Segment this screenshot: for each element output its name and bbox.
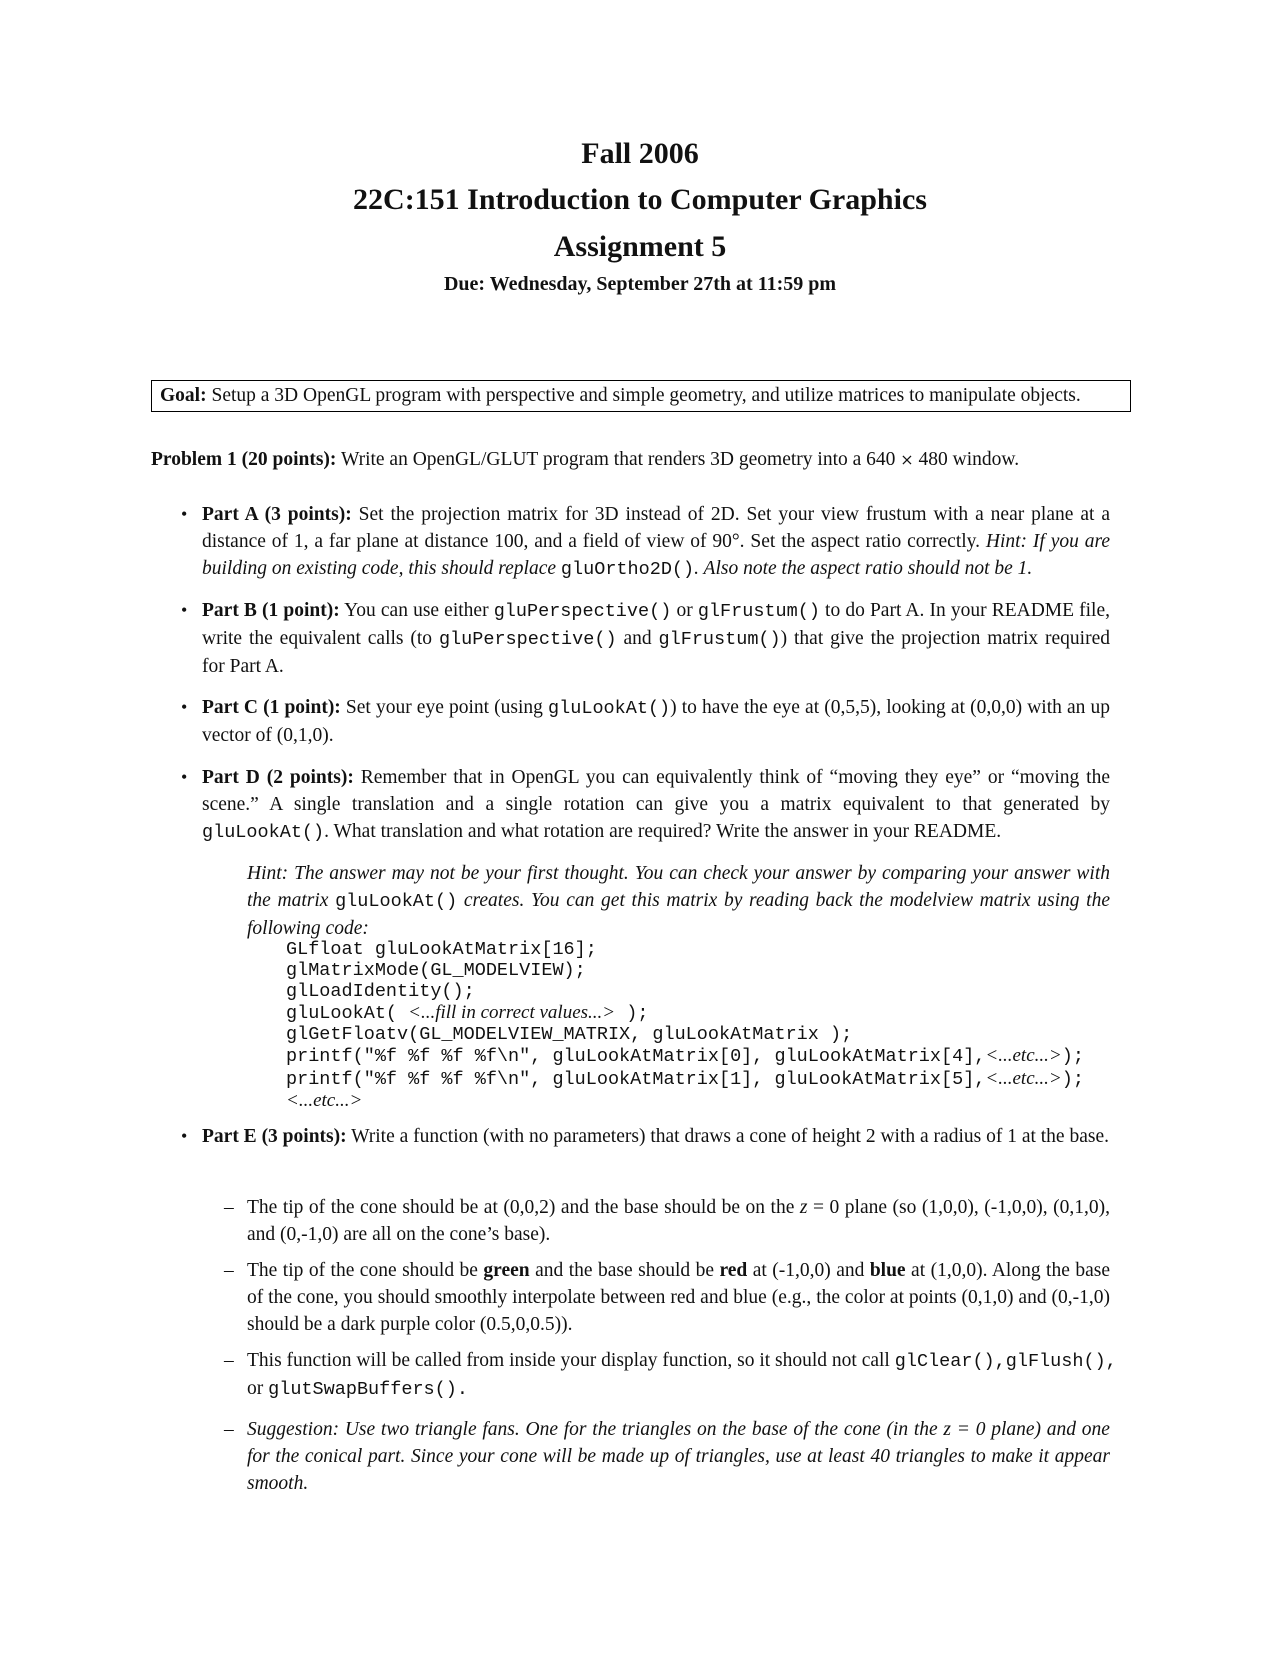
part-e-text: Write a function (with no parameters) that draws a cone of height 2 with a radius of 1 at the base.	[346, 1126, 1109, 1147]
part-c-text-2: ) to have the eye at (0,5,5), looking at (0,0,0) with an up vector of (0,1,0).	[202, 697, 1110, 746]
part-b-code-3: gluPerspective()	[438, 629, 617, 650]
part-d	[202, 764, 1110, 846]
dash-sub-1: –	[224, 1197, 234, 1218]
code-placeholder: <...fill in correct values...>	[408, 1002, 616, 1024]
code-text: printf("%f %f %f %f\n", gluLookAtMatrix[1], gluLookAtMatrix[5],	[286, 1068, 986, 1090]
sub-2-text-d: at (1,0,0). Along the base of the cone, you should smoothly interpolate between red and blue (e.g., the color at points (0,1,0) and (0,-1,0) should be a dark purple color (0.5,0,0.5)).	[247, 1260, 1110, 1335]
sub-3-code-1: glClear(),glFlush(),	[894, 1351, 1117, 1372]
part-d-code: gluLookAt()	[202, 822, 325, 843]
part-d-label: Part D (2 points):	[202, 767, 354, 788]
dash-sub-2: –	[224, 1260, 234, 1281]
part-c-label: Part C (1 point):	[202, 697, 341, 718]
math-eq: = 0	[807, 1197, 840, 1218]
part-d-hint	[247, 860, 1110, 942]
part-e-label: Part E (3 points):	[202, 1126, 347, 1147]
word-blue: blue	[869, 1260, 906, 1281]
part-b-text-2: or	[671, 600, 698, 621]
code-text: gluLookAt(	[286, 1003, 409, 1025]
part-b-text-3: to do Part A. In your README file, write the equivalent calls (to	[202, 600, 1111, 649]
part-a-text: Set the projection matrix for 3D instead of 2D. Set your view frustum with a near plane at a distance of 1, a far plane at distance 100, and a field of view of 90°. Set the aspect ratio correctly.	[202, 504, 1110, 552]
code-text: );	[1061, 1068, 1084, 1090]
dash-sub-3: –	[224, 1350, 234, 1371]
part-b-code-1: gluPerspective()	[493, 601, 672, 622]
math-z: z	[799, 1197, 808, 1218]
sub-4-text: Suggestion: Use two triangle fans. One for the triangles on the base of the cone (in the	[247, 1419, 944, 1440]
part-d-hint-text-1: Hint: The answer may not be your first thought. You can check your answer by comparing your answer with the matrix	[247, 863, 1110, 911]
part-e-sub-3	[247, 1347, 1147, 1403]
part-a-hint-end: . Also note the aspect ratio should not be 1.	[694, 558, 1033, 579]
part-c	[202, 694, 1110, 749]
sub-3-code-2: glutSwapBuffers().	[268, 1379, 468, 1400]
term-heading: Fall 2006	[581, 137, 699, 170]
part-a-code: gluOrtho2D()	[560, 559, 695, 580]
problem-1-text: Write an OpenGL/GLUT program that renders 3D geometry into a 640	[336, 449, 901, 470]
code-line: glGetFloatv(GL_MODELVIEW_MATRIX, gluLookAtMatrix );	[286, 1024, 853, 1046]
part-a	[202, 501, 1110, 583]
part-b-text-1: You can use either	[339, 600, 494, 621]
due-date: Due: Wednesday, September 27th at 11:59 pm	[443, 273, 837, 295]
part-b-text-5: ) that give the projection matrix required for Part A.	[202, 628, 1111, 677]
goal-label: Goal:	[160, 385, 207, 406]
part-c-text-1: Set your eye point (using	[340, 697, 549, 718]
course-title: 22C:151 Introduction to Computer Graphics	[353, 183, 927, 216]
sub-1-text-end: plane (so (1,0,0), (-1,0,0), (0,1,0), and (0,-1,0) are all on the cone’s base).	[247, 1197, 1111, 1245]
math-eq: = 0	[951, 1419, 986, 1440]
sub-2-text-c: at (-1,0,0) and	[747, 1260, 870, 1281]
code-listing	[286, 939, 1084, 1112]
part-b	[202, 597, 1110, 680]
problem-1-label: Problem 1 (20 points):	[151, 449, 337, 470]
sub-4-text-end: plane) and one for the conical part. Since your cone will be made up of triangles, use at least 40 triangles to make it appear smooth.	[247, 1419, 1110, 1494]
goal-box	[151, 380, 1131, 412]
code-line	[286, 1045, 1084, 1067]
bullet-part-d: •	[181, 767, 188, 787]
code-text: );	[615, 1003, 649, 1025]
problem-1-statement	[151, 446, 1019, 473]
part-e-sub-4	[247, 1416, 1110, 1497]
math-z: z	[943, 1419, 952, 1440]
times-symbol: ×	[900, 450, 914, 469]
bullet-part-a: •	[181, 504, 188, 524]
code-text: );	[1061, 1046, 1084, 1068]
part-c-code: gluLookAt()	[548, 698, 671, 719]
part-b-text-4: and	[616, 628, 659, 649]
code-line: glLoadIdentity();	[286, 981, 475, 1003]
code-line	[286, 1068, 1084, 1090]
code-line	[286, 1090, 1084, 1112]
sub-3-text: This function will be called from inside your display function, so it should not call	[247, 1350, 895, 1371]
bullet-part-b: •	[181, 600, 188, 620]
part-a-label: Part A (3 points):	[202, 504, 352, 525]
code-line: glMatrixMode(GL_MODELVIEW);	[286, 960, 586, 982]
code-placeholder: <...etc...>	[286, 1089, 363, 1111]
sub-2-text-b: and the base should be	[529, 1260, 720, 1281]
part-b-code-4: glFrustum()	[658, 629, 781, 650]
code-line: GLfloat gluLookAtMatrix[16];	[286, 939, 597, 960]
sub-3-line-2	[247, 1375, 1147, 1403]
part-e-sub-1	[247, 1194, 1110, 1248]
part-d-hint-code: gluLookAt()	[335, 891, 458, 912]
word-red: red	[719, 1260, 748, 1281]
sub-2-text: The tip of the cone should be	[247, 1260, 484, 1281]
part-b-label: Part B (1 point):	[202, 600, 340, 621]
part-d-text-1: Remember that in OpenGL you can equivalently think of “moving they eye” or “moving the scene.” A single translation and a single rotation can give you a matrix equivalent to that generated by	[202, 767, 1110, 815]
part-d-text-2: . What translation and what rotation are required? Write the answer in your README.	[324, 821, 1002, 842]
part-e	[202, 1123, 1110, 1150]
code-line	[286, 1002, 1084, 1024]
part-a-hint: Hint: If you are building on existing code, this should replace	[202, 531, 1111, 579]
sub-3-text-b: or	[247, 1378, 269, 1399]
assignment-title: Assignment 5	[553, 230, 727, 263]
goal-text: Setup a 3D OpenGL program with perspective and simple geometry, and utilize matrices to manipulate objects.	[206, 385, 1081, 406]
code-placeholder: <...etc...>	[985, 1045, 1062, 1067]
bullet-part-e: •	[181, 1126, 188, 1146]
part-d-hint-text-2: creates. You can get this matrix by reading back the modelview matrix using the following code:	[247, 890, 1111, 939]
sub-3-line-1	[247, 1347, 1147, 1375]
code-text: printf("%f %f %f %f\n", gluLookAtMatrix[0], gluLookAtMatrix[4],	[286, 1046, 986, 1068]
sub-1-text: The tip of the cone should be at (0,0,2) and the base should be on the	[247, 1197, 800, 1218]
problem-1-text-end: 480 window.	[913, 449, 1020, 470]
dash-sub-4: –	[224, 1419, 234, 1440]
code-placeholder: <...etc...>	[985, 1067, 1062, 1089]
word-green: green	[483, 1260, 530, 1281]
part-b-code-2: glFrustum()	[697, 601, 820, 622]
part-e-sub-2	[247, 1257, 1110, 1338]
bullet-part-c: •	[181, 697, 188, 717]
